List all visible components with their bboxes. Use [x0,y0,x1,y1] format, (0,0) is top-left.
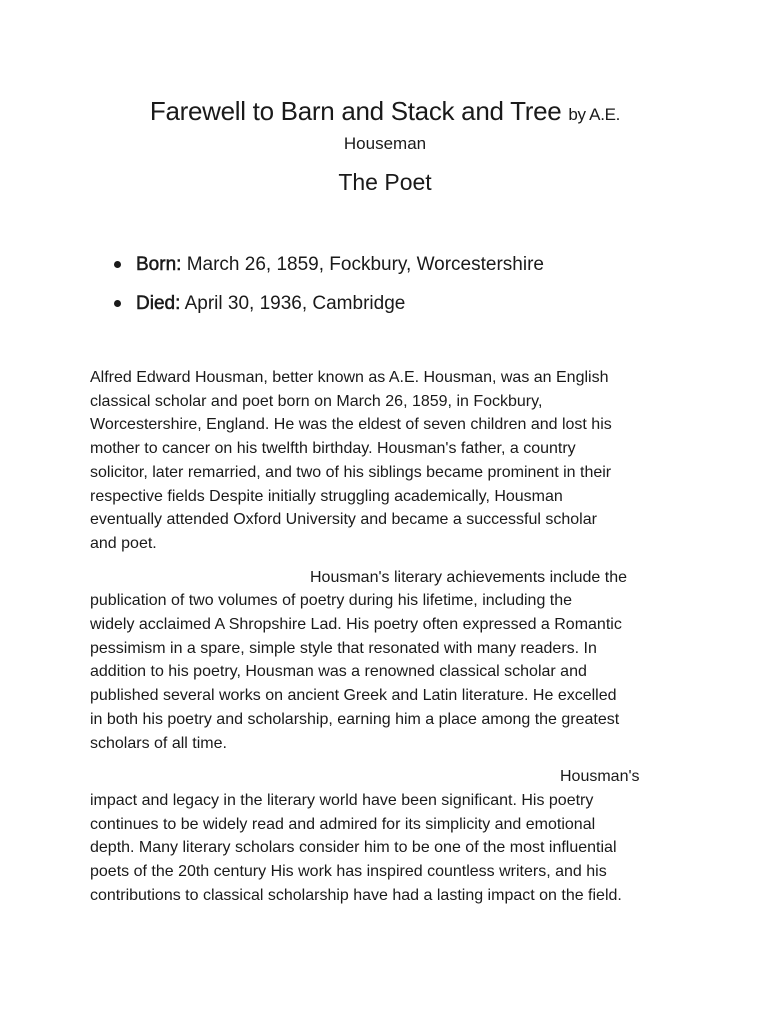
text-line: Worcestershire, England. He was the eldest of seven children and lost his [90,416,612,434]
title-byline: by A.E. [568,105,621,124]
poet-facts-list [114,250,544,328]
text-line: publication of two volumes of poetry during his lifetime, including the [90,592,573,610]
text-line: respective fields Despite initially struggling academically, Housman [90,487,563,505]
text-line: addition to his poetry, Housman was a renowned classical scholar and [90,663,587,681]
text-line: in both his poetry and scholarship, earning him a place among the greatest [90,710,620,728]
text-line: Alfred Edward Housman, better known as A.E. Housman, was an English [90,369,609,386]
poem-title: Farewell to Barn and Stack and Tree [149,96,562,126]
list-item [114,289,544,319]
document-header [90,94,680,156]
list-item [114,250,544,280]
text-line: poets of the 20th century His work has inspired countless writers, and his [90,863,607,881]
text-line: pessimism in a spare, simple style that resonated with many readers. In [90,639,597,657]
fact-value: April 30, 1936, Cambridge [184,293,406,314]
text-line: impact and legacy in the literary world have been significant. His poetry [90,791,594,809]
author-name: Houseman [343,134,427,153]
section-title: The Poet [338,169,432,195]
text-line: Housman's [560,768,640,786]
text-line: contributions to classical scholarship have had a lasting impact on the field. [90,886,622,904]
body-text [90,366,690,917]
text-line: published several works on ancient Greek and Latin literature. He excelled [90,687,617,705]
text-line: and poet. [90,534,157,552]
text-line: mother to cancer on his twelfth birthday. Housman's father, a country [90,440,576,458]
text-line: classical scholar and poet born on March 26, 1859, in Fockbury, [90,392,543,410]
bullet-icon [114,300,121,307]
text-line: depth. Many literary scholars consider him to be one of the most influential [90,839,617,857]
fact-value: March 26, 1859, Fockbury, Worcestershire [186,254,544,275]
text-line: Housman's literary achievements include the [310,568,627,586]
text-line: eventually attended Oxford University and became a successful scholar [90,511,597,529]
paragraph-achievements [90,566,690,756]
text-line: continues to be widely read and admired for its simplicity and emotional [90,815,596,833]
text-line: scholars of all time. [90,734,227,752]
paragraph-legacy [90,765,690,907]
fact-label: Born: [136,254,182,275]
title-line [90,94,680,132]
text-line: solicitor, later remarried, and two of his siblings became prominent in their [90,463,612,481]
text-line: widely acclaimed A Shropshire Lad. His poetry often expressed a Romantic [90,616,622,634]
fact-label: Died: [136,293,181,314]
paragraph-biography [90,366,690,556]
bullet-icon [114,261,121,268]
